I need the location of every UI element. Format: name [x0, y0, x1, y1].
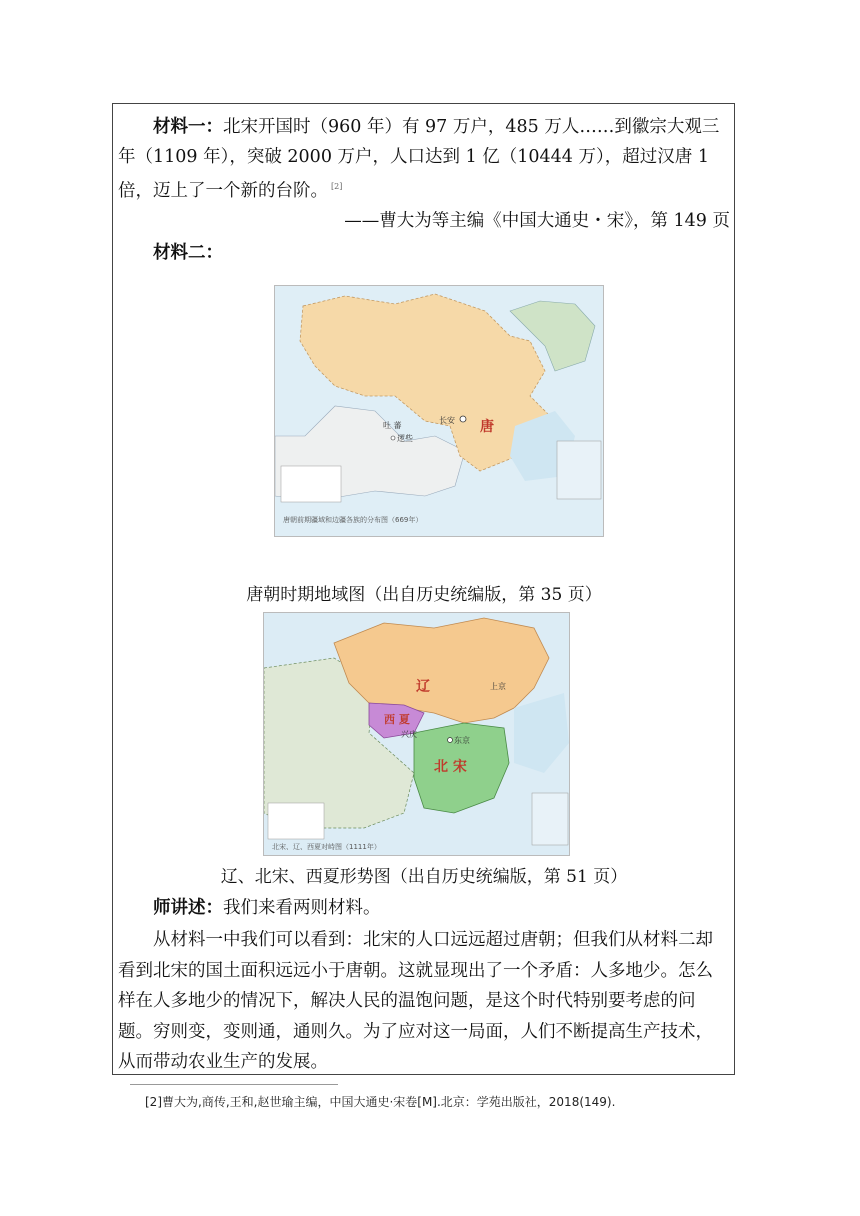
material-one-text: 北宋开国时（960 年）有 97 万户，485 万人……到徽宗大观三年（1109 年），突破 2000 万户，人口达到 1 亿（10444 万），超过汉唐 1 倍，迈上了一个新的台阶。 [118, 117, 720, 201]
material-one-paragraph [118, 112, 730, 206]
song-liao-xixia-map [263, 612, 570, 856]
beisong-label: 北 宋 [434, 759, 467, 775]
song-map-caption: 辽、北宋、西夏形势图（出自历史统编版，第 51 页） [220, 867, 628, 887]
tang-dynasty-label: 唐 [480, 419, 494, 435]
material-two-heading [118, 238, 730, 268]
footnote-ref[interactable]: [2] [331, 182, 343, 191]
material-one-source: ——曹大为等主编《中国大通史・宋》，第 149 页 [344, 211, 730, 231]
south-sea-inset-2 [532, 793, 568, 845]
song-map-legend [268, 803, 324, 839]
tang-capital-label: 长安 [439, 416, 455, 425]
teacher-intro [118, 893, 730, 923]
xixia-label: 西 夏 [384, 713, 410, 726]
xingqing-label: 兴庆 [401, 730, 417, 739]
tang-map-graphic [275, 286, 603, 536]
material-two-label: 材料二： [153, 243, 223, 263]
teacher-label: 师讲述： [153, 898, 223, 918]
tubo-label: 吐 蕃 [383, 421, 402, 430]
footnote-divider [130, 1084, 338, 1085]
song-map-graphic [264, 613, 569, 855]
tang-territory-map [274, 285, 604, 537]
south-sea-inset [557, 441, 601, 499]
material-one-label: 材料一： [153, 117, 223, 137]
tang-map-legend [281, 466, 341, 502]
tang-map-inner-caption: 唐朝前期疆域和边疆各族的分布图（669年） [283, 516, 423, 524]
teacher-intro-text: 我们来看两则材料。 [223, 898, 381, 918]
luoxie-label: 逻些 [397, 434, 413, 443]
tang-map-caption: 唐朝时期地域图（出自历史统编版，第 35 页） [246, 585, 602, 605]
dongjing-label: 东京 [454, 736, 470, 745]
shangjing-label: 上京 [490, 682, 506, 691]
teacher-body: 从材料一中我们可以看到：北宋的人口远远超过唐朝；但我们从材料二却看到北宋的国土面积远远小于唐朝。这就显现出了一个矛盾：人多地少。怎么样在人多地少的情况下，解决人民的温饱问题，是这个时代特别要考虑的问题。穷则变，变则通，通则久。为了应对这一局面，人们不断提高生产技术，从而带动农业生产的发展。 [118, 930, 713, 1072]
footnote: [2]曹大为,商传,王和,赵世瑜主编，中国大通史·宋卷[M].北京：学苑出版社，2018(149). [145, 1095, 616, 1109]
song-map-inner-caption: 北宋、辽、西夏对峙图（1111年） [272, 843, 381, 851]
liao-label: 辽 [416, 679, 430, 695]
